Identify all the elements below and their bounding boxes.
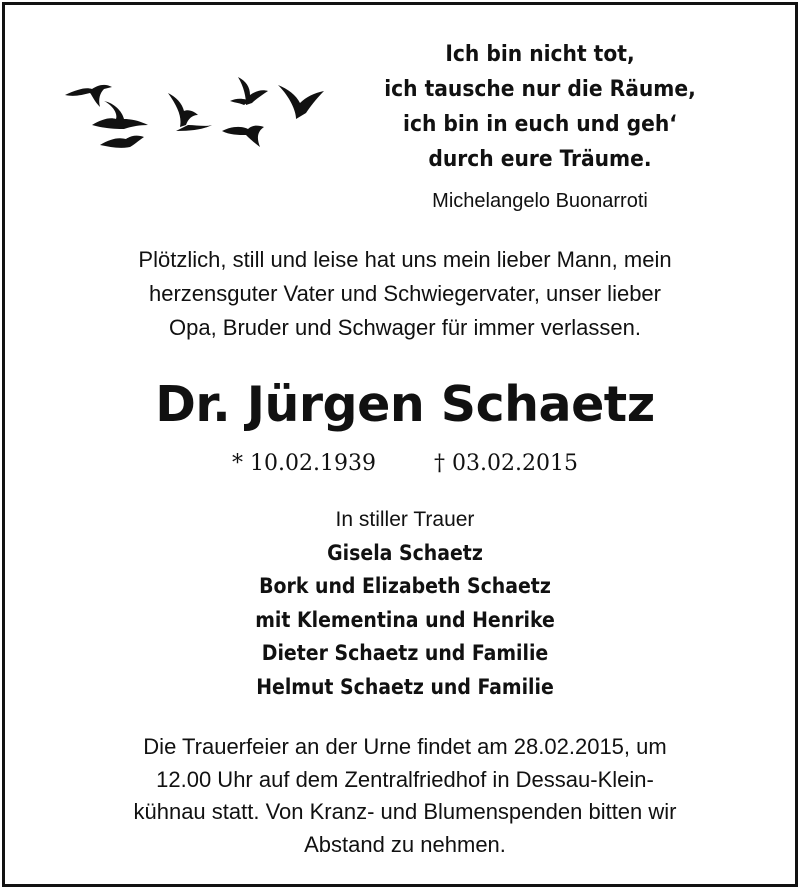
info-line: Abstand zu nehmen.: [304, 831, 506, 857]
poem-quote: [345, 37, 735, 177]
quote-author: Michelangelo Buonarroti: [432, 190, 648, 212]
deceased-name: Dr. Jürgen Schaetz: [155, 376, 655, 433]
bird-5: [230, 77, 268, 105]
flying-birds-icon: [60, 67, 340, 162]
intro-line: herzensguter Vater und Schwiegervater, unser lieber: [149, 281, 661, 306]
bird-4: [168, 93, 212, 131]
info-line: 12.00 Uhr auf dem Zentralfriedhof in Dessau-Klein-: [156, 766, 654, 792]
death-date: † 03.02.2015: [434, 451, 578, 476]
bird-6: [278, 85, 324, 119]
mourner-name: Dieter Schaetz und Familie: [261, 641, 549, 665]
mourner-name: Bork und Elizabeth Schaetz: [259, 574, 551, 598]
quote-line: Ich bin nicht tot,: [445, 41, 635, 67]
bird-7: [222, 126, 264, 147]
life-dates: [45, 449, 765, 479]
info-line: kühnau statt. Von Kranz- und Blumenspenden bitten wir: [133, 799, 677, 824]
funeral-info: [45, 731, 765, 861]
info-line: Die Trauerfeier an der Urne findet am 28.02.2015, um: [143, 734, 667, 759]
quote-line: ich tausche nur die Räume,: [384, 76, 696, 102]
quote-line: durch eure Träume.: [428, 146, 652, 172]
intro-line: Plötzlich, still und leise hat uns mein lieber Mann, mein: [138, 247, 672, 272]
mourner-name: Gisela Schaetz: [327, 540, 483, 565]
mourning-lead: In stiller Trauer: [335, 508, 475, 531]
intro-line: Opa, Bruder und Schwager für immer verlassen.: [169, 315, 641, 340]
obituary-notice: [2, 2, 798, 887]
bird-2: [92, 101, 148, 129]
mourners-list: [45, 503, 765, 704]
quote-line: ich bin in euch und geh‘: [403, 111, 677, 137]
bird-3: [100, 136, 144, 148]
bird-1: [65, 85, 112, 107]
mourner-name: Helmut Schaetz und Familie: [256, 674, 554, 699]
intro-paragraph: [45, 243, 765, 345]
mourner-name: mit Klementina und Henrike: [255, 607, 555, 632]
birth-date: * 10.02.1939: [232, 451, 376, 476]
